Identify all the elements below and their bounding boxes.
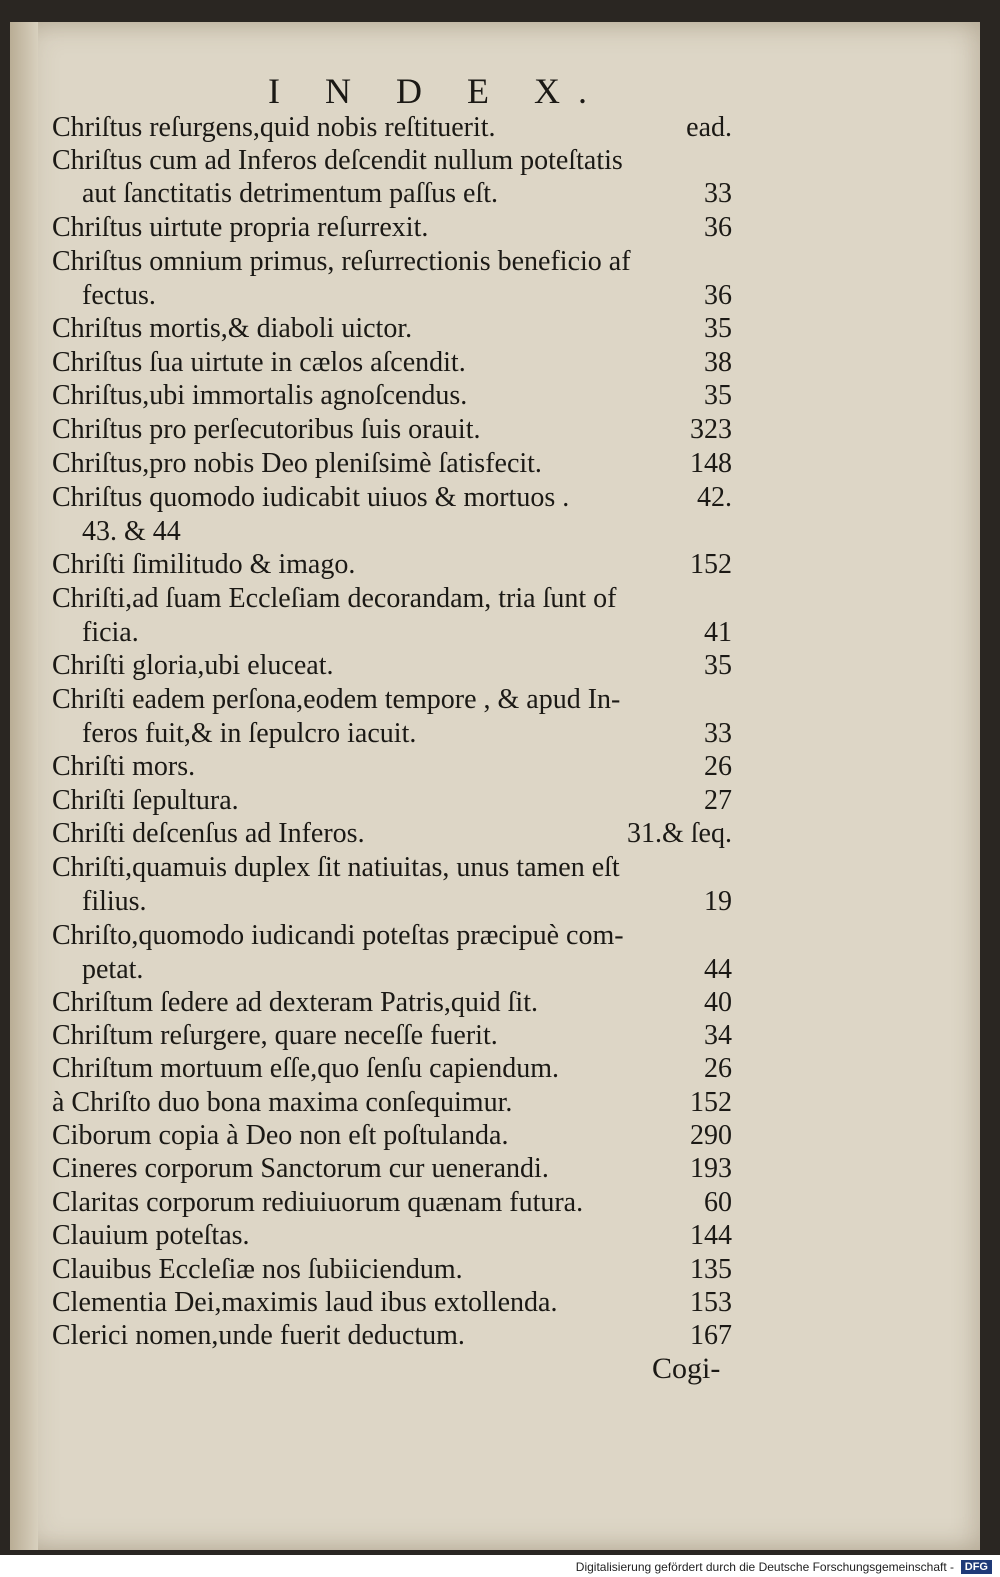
entry-page-ref: 44 <box>704 954 732 985</box>
entry-page-ref: 153 <box>690 1287 732 1318</box>
entry-text: Chriſti ſepultura. <box>52 785 239 816</box>
entry-text: Chriſti eadem perſona,eodem tempore , & apud In- <box>52 684 621 715</box>
index-entry <box>52 1087 732 1121</box>
entry-text: Chriſti,ad ſuam Eccleſiam decorandam, tria ſunt of <box>52 583 617 614</box>
entry-page-ref: 152 <box>690 1087 732 1118</box>
index-entry <box>52 818 732 852</box>
entry-text: Chriſtus ſua uirtute in cælos aſcendit. <box>52 347 466 378</box>
entry-text: Chriſti,quamuis duplex ſit natiuitas, unus tamen eſt <box>52 852 620 883</box>
index-entry-continuation <box>82 178 732 212</box>
entry-page-ref: 27 <box>704 785 732 816</box>
entry-text: Chriſtus,pro nobis Deo pleniſsimè ſatisfecit. <box>52 448 542 479</box>
entry-text: Chriſtum reſurgere, quare neceſſe fuerit. <box>52 1020 498 1051</box>
entry-text: Clerici nomen,unde fuerit deductum. <box>52 1320 465 1351</box>
entry-text: Ciborum copia à Deo non eſt poſtulanda. <box>52 1120 509 1151</box>
index-entry <box>52 112 732 146</box>
entry-text: Cineres corporum Sanctorum cur uenerandi. <box>52 1153 549 1184</box>
entry-page-ref: 36 <box>704 280 732 311</box>
entry-page-ref: 36 <box>704 212 732 243</box>
entry-text: ficia. <box>82 617 139 648</box>
page-heading: I N D E X. <box>268 71 605 111</box>
entry-text: petat. <box>82 954 144 985</box>
entry-text: filius. <box>82 886 147 917</box>
index-entry <box>52 212 732 246</box>
entry-text: Chriſti gloria,ubi eluceat. <box>52 650 334 681</box>
entry-text: Chriſtus quomodo iudicabit uiuos & mortuos . <box>52 482 570 513</box>
index-entry <box>52 852 732 886</box>
index-entry <box>52 583 732 617</box>
index-entry-continuation <box>82 617 732 651</box>
catchword: Cogi- <box>652 1352 721 1385</box>
entry-text: Chriſtum mortuum eſſe,quo ſenſu capiendum. <box>52 1053 560 1084</box>
entry-page-ref: 60 <box>704 1187 732 1218</box>
index-entry <box>52 1220 732 1254</box>
index-entry <box>52 1153 732 1187</box>
index-entry-continuation <box>82 516 732 550</box>
entry-text: Chriſtus reſurgens,quid nobis reſtituerit. <box>52 112 496 143</box>
entry-page-ref: 38 <box>704 347 732 378</box>
index-entry <box>52 987 732 1021</box>
entry-page-ref: 42. <box>697 482 732 513</box>
entry-text: Chriſti mors. <box>52 751 196 782</box>
footer-text: Digitalisierung gefördert durch die Deutsche Forschungsgemeinschaft - <box>575 1560 954 1574</box>
entry-page-ref: 26 <box>704 1053 732 1084</box>
entry-page-ref: 167 <box>690 1320 732 1351</box>
index-entry <box>52 1287 732 1321</box>
entry-page-ref: 35 <box>704 650 732 681</box>
entry-page-ref: 148 <box>690 448 732 479</box>
entry-text: Chriſtus,ubi immortalis agnoſcendus. <box>52 380 468 411</box>
entry-page-ref: 290 <box>690 1120 732 1151</box>
index-entry <box>52 1120 732 1154</box>
entry-text: Clauibus Eccleſiæ nos ſubiiciendum. <box>52 1254 463 1285</box>
index-entry <box>52 1053 732 1087</box>
entry-page-ref: 193 <box>690 1153 732 1184</box>
entry-text: aut ſanctitatis detrimentum paſſus eſt. <box>82 178 499 209</box>
entry-text: Chriſtus omnium primus, reſurrectionis beneficio af <box>52 246 631 277</box>
index-entry <box>52 246 732 280</box>
index-entry <box>52 549 732 583</box>
index-entry <box>52 414 732 448</box>
entry-text: Clauium poteſtas. <box>52 1220 250 1251</box>
index-entry <box>52 650 732 684</box>
entry-page-ref: ead. <box>686 112 732 143</box>
entry-text: feros fuit,& in ſepulcro iacuit. <box>82 718 417 749</box>
entry-page-ref: 152 <box>690 549 732 580</box>
entry-text: Chriſto,quomodo iudicandi poteſtas præcipuè com- <box>52 920 624 951</box>
entry-text: 43. & 44 <box>82 516 181 547</box>
entry-page-ref: 33 <box>704 718 732 749</box>
entry-text: Chriſtus pro perſecutoribus ſuis orauit. <box>52 414 481 445</box>
page-gutter <box>10 22 38 1550</box>
entry-page-ref: 19 <box>704 886 732 917</box>
index-entry <box>52 347 732 381</box>
entry-page-ref: 41 <box>704 617 732 648</box>
entry-text: fectus. <box>82 280 156 311</box>
index-entry <box>52 1320 732 1354</box>
index-entry <box>52 380 732 414</box>
index-entry <box>52 313 732 347</box>
entry-page-ref: 323 <box>690 414 732 445</box>
index-entry <box>52 145 732 179</box>
index-entry-continuation <box>82 280 732 314</box>
entry-page-ref: 34 <box>704 1020 732 1051</box>
index-entry <box>52 920 732 954</box>
index-entry <box>52 482 732 516</box>
index-entry-continuation <box>82 886 732 920</box>
index-entry <box>52 1254 732 1288</box>
index-entry <box>52 448 732 482</box>
entry-text: Clementia Dei,maximis laud ibus extollenda. <box>52 1287 558 1318</box>
entry-text: Chriſtus uirtute propria reſurrexit. <box>52 212 429 243</box>
entry-text: à Chriſto duo bona maxima conſequimur. <box>52 1087 513 1118</box>
index-entry <box>52 751 732 785</box>
index-entry-continuation <box>82 954 732 988</box>
index-entry-continuation <box>82 718 732 752</box>
index-entry <box>52 785 732 819</box>
entry-page-ref: 35 <box>704 313 732 344</box>
entry-text: Chriſtus cum ad Inferos deſcendit nullum poteſtatis <box>52 145 623 176</box>
entry-page-ref: 33 <box>704 178 732 209</box>
entry-page-ref: 135 <box>690 1254 732 1285</box>
entry-text: Chriſtum ſedere ad dexteram Patris,quid ſit. <box>52 987 538 1018</box>
entry-text: Chriſti deſcenſus ad Inferos. <box>52 818 365 849</box>
index-entry <box>52 1187 732 1221</box>
index-entry <box>52 684 732 718</box>
entry-text: Claritas corporum rediuiuorum quænam futura. <box>52 1187 584 1218</box>
entry-text: Chriſtus mortis,& diaboli uictor. <box>52 313 413 344</box>
entry-page-ref: 40 <box>704 987 732 1018</box>
dfg-logo: DFG <box>961 1560 992 1574</box>
entry-text: Chriſti ſimilitudo & imago. <box>52 549 356 580</box>
entry-page-ref: 144 <box>690 1220 732 1251</box>
footer-bar <box>0 1555 1000 1577</box>
entry-page-ref: 35 <box>704 380 732 411</box>
entry-page-ref: 31.& ſeq. <box>627 818 732 849</box>
entry-page-ref: 26 <box>704 751 732 782</box>
index-entry <box>52 1020 732 1054</box>
